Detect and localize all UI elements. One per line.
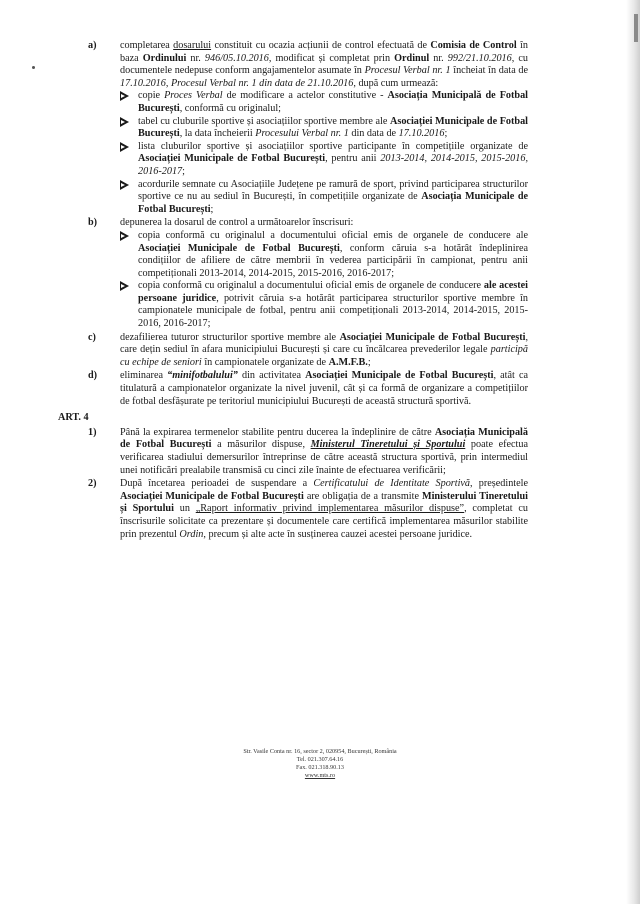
item-c <box>88 332 528 370</box>
text: , precum și alte acte în susținerea cauzei acestei persoane juridice. <box>203 528 473 540</box>
text: poate efectua verificarea stadiului demersurilor întreprinse de către această structura sportivă, prin intermediul unei notificări prealabile transmisă cu cinci zile înainte de efectuarea verificării; <box>120 439 528 476</box>
text: copia conformă cu originalul a documentului oficial emis de organele de conducere <box>138 280 484 292</box>
scan-speck <box>32 66 35 69</box>
text: Asociației Municipale de Fotbal București <box>138 153 326 165</box>
text: acordurile semnate cu Asociațiile Județene pe ramură de sport, privind participarea structurilor sportive ce nu au sediul în București, în competițiile organizate de <box>138 178 528 203</box>
list-item <box>120 230 528 280</box>
footer-phone: Tel. 021.307.64.16 <box>296 756 344 763</box>
text: Asociația Municipale de Fotbal București <box>138 191 529 215</box>
text: Asociației Municipale de Fotbal București <box>339 331 526 343</box>
text: Asociația Municipală de Fotbal București <box>120 426 528 451</box>
text: 2013-2014, 2014-2015, 2015-2016, 2016-2017 <box>138 153 528 177</box>
text: Ministerului Tineretului și Sportului <box>120 490 529 515</box>
text: Proces Verbal <box>164 90 223 102</box>
text: , după cum urmează: <box>353 77 439 89</box>
document-body <box>58 40 529 542</box>
text: , cu documentele nedepuse conform angajamentelor asumate în <box>120 52 528 77</box>
text: „Raport informativ privind implementarea măsurilor dispuse” <box>195 503 465 515</box>
text: , atât ca titulatură a campionatelor organizate la nivel juvenil, cât și ca formă de organizare a competițiilor de fotbal desfășurate pe teritoriul municipiului București de această structură sportivă. <box>120 370 528 407</box>
text: , conformă cu originalul; <box>179 102 281 114</box>
footer-website-link[interactable]: www.mts.ro <box>304 772 336 779</box>
text: 992/21.10.2016 <box>447 52 512 64</box>
text: din data de <box>348 128 399 140</box>
text: Asociației Municipale de Fotbal București <box>120 490 304 502</box>
text: nr. <box>429 52 448 64</box>
text: , la data încheierii <box>179 128 256 140</box>
text: Procesul Verbal nr. 1 <box>364 65 451 77</box>
text: a măsurilor dispuse, <box>211 439 311 451</box>
text: constituit cu ocazia acțiunii de control efectuată de <box>211 40 431 51</box>
sub-list <box>120 230 528 331</box>
arrow-bullet-icon <box>120 180 129 190</box>
arrow-bullet-icon <box>120 91 129 101</box>
list-item <box>120 179 528 217</box>
text: copia conformă cu originalul a documentului oficial emis de organele de conducere ale <box>138 229 528 241</box>
text: are obligația de a transmite <box>303 490 422 502</box>
sub-list <box>120 90 528 216</box>
text: ale acestei persoane juridice <box>138 280 528 304</box>
footer-address: Str. Vasile Conta nr. 16, sector 2, 020954, București, România <box>243 748 397 755</box>
item-marker: b) <box>88 217 98 229</box>
text: , pentru anii <box>325 153 381 165</box>
text: “minifotbalului” <box>167 370 238 382</box>
item-d <box>88 370 528 408</box>
text: un <box>173 503 196 515</box>
item-marker: c) <box>88 331 96 343</box>
text: Certificatului de Identitate Sportivă <box>313 478 471 490</box>
item-a <box>88 40 528 216</box>
list-item <box>120 141 528 179</box>
text: , modificat și completat prin <box>268 52 395 64</box>
article-heading: ART. 4 <box>58 412 89 424</box>
text: , potrivit căruia s-a hotărât participarea structurilor sportive membre în campionatele municipale de fotbal, pentru anii competiționali 2013-2014, 2014-2015, 2015-2016, 2016-2017; <box>138 292 528 330</box>
text: tabel cu cluburile sportive și asociațiilor sportive membre ale <box>138 115 391 127</box>
text: 946/05.10.2016 <box>204 52 269 64</box>
text: 17.10.2016 <box>398 128 445 140</box>
text: Asociației Municipale de Fotbal București <box>138 115 528 140</box>
text: ; <box>367 356 371 368</box>
text: A.M.F.B. <box>328 356 368 368</box>
text: , completat cu înscrisurile solicitate ca prezentare și documentele care certifică implementarea măsurilor stabilite prin prezentul <box>120 503 529 540</box>
text: participă cu echipe de seniori <box>120 344 528 368</box>
page-footer <box>0 748 640 780</box>
text: dosarului <box>173 40 212 51</box>
text: completarea <box>120 40 174 51</box>
list-item <box>120 280 528 330</box>
text: ; <box>444 128 448 140</box>
text: în campionatele organizate de <box>201 356 329 368</box>
text: , <box>165 77 171 89</box>
text: , conform căruia s-a hotărât îndeplinirea condițiilor de afiliere de către membrii în vederea participării în campionat, pentru anii competiționali 2013-2014, 2014-2015, 2015-2016, 2016-2017; <box>138 242 529 279</box>
text: Ordinului <box>142 52 187 64</box>
arrow-bullet-icon <box>120 142 129 152</box>
arrow-bullet-icon <box>120 231 129 241</box>
text: nr. <box>186 52 205 64</box>
item-marker: a) <box>88 40 97 51</box>
text: Asociația Municipală de Fotbal București <box>138 90 529 114</box>
footer-fax: Fax. 021.318.90.13 <box>296 764 344 771</box>
text: Asociației Municipale de Fotbal București <box>138 242 340 254</box>
text: încheiat în data de <box>450 65 528 77</box>
text: Ministerul Tineretului și Sportului <box>310 439 466 451</box>
item-marker: 1) <box>88 426 97 438</box>
item-marker: 2) <box>88 478 97 490</box>
text: , președintele <box>470 478 528 490</box>
item-b <box>88 217 528 330</box>
text: eliminarea <box>120 370 168 382</box>
text: Ordinul <box>394 52 430 64</box>
text: din activitatea <box>237 370 306 382</box>
text: de modificare a actelor constitutive - <box>222 90 388 102</box>
item-marker: d) <box>88 370 98 382</box>
text: Până la expirarea termenelor stabilite pentru ducerea la îndeplinire de către <box>120 426 435 438</box>
arrow-bullet-icon <box>120 117 129 127</box>
arrow-bullet-icon <box>120 281 129 291</box>
text: ; <box>182 165 185 177</box>
text: Asociației Municipale de Fotbal București <box>305 370 494 382</box>
text: Procesului Verbal nr. 1 <box>255 128 349 140</box>
text: , care dețin sediul în afara municipiului București și care cu încălcarea prevederilor legale <box>120 331 528 356</box>
art4-item-1 <box>88 427 528 477</box>
text: dezafilierea tuturor structurilor sportive membre ale <box>120 331 340 343</box>
text: ; <box>210 203 214 215</box>
art4-item-2 <box>88 478 528 541</box>
text: După încetarea perioadei de suspendare a <box>120 478 314 490</box>
text: copie <box>138 90 165 102</box>
text: 17.10.2016 <box>120 77 166 89</box>
text: depunerea la dosarul de control a următoarelor înscrisuri: <box>120 217 354 229</box>
text: în baza <box>120 40 528 64</box>
text: Ordin <box>179 528 204 540</box>
text: lista cluburilor sportive și asociațiilor sportive participante în competițiile organizate de <box>138 140 528 152</box>
text: Comisia de Control <box>430 40 517 51</box>
list-item <box>120 90 528 115</box>
text: Procesul Verbal nr. 1 din data de 21.10.2016 <box>170 77 354 89</box>
scan-mark <box>634 14 638 42</box>
list-item <box>120 116 528 141</box>
